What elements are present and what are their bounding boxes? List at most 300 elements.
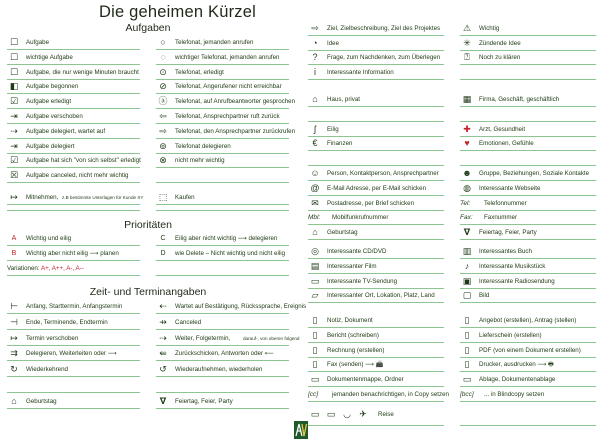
row-rule bbox=[156, 245, 289, 246]
row-rule bbox=[156, 329, 289, 330]
repeat-icon: ↻ bbox=[10, 364, 18, 375]
question-box-icon: ⍰ bbox=[464, 52, 470, 63]
symbol-entry bbox=[308, 344, 444, 357]
symbol-entry bbox=[156, 347, 289, 360]
row-rule bbox=[460, 401, 596, 402]
symbol-entry bbox=[460, 37, 596, 50]
entry-label: Geburtstag bbox=[327, 229, 358, 237]
arrow-start-icon: ⊢ bbox=[10, 301, 18, 311]
symbol-entry bbox=[7, 347, 140, 360]
entry-label: Finanzen bbox=[327, 140, 353, 148]
symbol-entry bbox=[308, 152, 444, 165]
symbol-entry bbox=[308, 66, 444, 79]
target-arrow-icon: ⇨ bbox=[311, 23, 319, 33]
table-row bbox=[7, 66, 289, 79]
symbol-entry bbox=[460, 358, 596, 371]
symbol-entry bbox=[308, 182, 444, 195]
entry-label: ... in Blindcopy setzen bbox=[484, 391, 545, 398]
symbol-entry bbox=[308, 314, 444, 327]
symbol-entry bbox=[460, 167, 596, 180]
forward-icon: ⇢ bbox=[159, 332, 167, 343]
symbol-entry bbox=[7, 66, 140, 79]
cc-icon: [cc] bbox=[308, 391, 319, 398]
bcc-icon: [bcc] bbox=[460, 391, 474, 398]
symbol-entry bbox=[460, 22, 596, 35]
entry-label: Feiertag, Feier, Party bbox=[175, 397, 233, 405]
priority-variations: A+, A++, A-, A-- bbox=[40, 265, 84, 272]
symbol-entry bbox=[7, 140, 140, 153]
symbol-entry bbox=[460, 182, 596, 195]
table-row bbox=[7, 332, 300, 345]
square-cross-icon: ☒ bbox=[9, 170, 19, 181]
entry-label: Wichtig bbox=[479, 25, 500, 32]
symbol-entry bbox=[156, 363, 289, 376]
entry-label: Dokumentenmappe, Ordner bbox=[327, 376, 404, 384]
fax-icon: ▯ bbox=[312, 359, 318, 370]
symbol-entry bbox=[460, 226, 596, 239]
table-row bbox=[7, 80, 289, 93]
section-heading-zeit: Zeit- und Terminangaben bbox=[89, 286, 207, 298]
arrow-shift-icon: ↦ bbox=[10, 332, 18, 343]
priority-letter: A bbox=[11, 235, 17, 242]
row-rule bbox=[308, 425, 444, 426]
entry-label: Fax (senden) ⟶ 📠 bbox=[327, 361, 384, 369]
at-icon: @ bbox=[310, 182, 320, 193]
entry-label: Lieferschein (erstellen) bbox=[479, 331, 542, 339]
entry-label: Aufgabe delegiert bbox=[26, 142, 75, 150]
entry-label: wie Delete – Nicht wichtig und nicht eilig bbox=[175, 250, 286, 257]
urgent-icon: ʃ bbox=[314, 123, 316, 134]
circle-arrow-check-icon: ⊚ bbox=[159, 140, 167, 151]
row-rule bbox=[460, 239, 596, 240]
symbol-entry bbox=[7, 316, 140, 329]
entry-label: Interessantes Buch bbox=[479, 248, 532, 255]
entry-label: Person, Kontaktperson, Ansprechpartner bbox=[327, 170, 439, 177]
entry-label: Rechnung (erstellen) bbox=[327, 346, 385, 354]
entry-label: Noch zu klären bbox=[479, 54, 521, 62]
entry-label: Wichtig und eilig bbox=[26, 235, 72, 242]
row-rule bbox=[460, 302, 596, 303]
table-row bbox=[308, 66, 596, 79]
entry-label: Telefonat, jemanden anrufen bbox=[175, 39, 254, 46]
symbol-entry bbox=[460, 197, 596, 210]
table-row bbox=[7, 395, 289, 408]
symbol-entry bbox=[7, 247, 140, 260]
table-row bbox=[7, 232, 289, 245]
table-row bbox=[7, 363, 289, 376]
entry-label: Ablage, Dokumentenablage bbox=[479, 376, 556, 384]
symbol-entry bbox=[460, 93, 596, 106]
resume-icon: ↺ bbox=[159, 364, 167, 375]
symbol-entry bbox=[7, 262, 140, 275]
info-icon: ⅰ bbox=[313, 66, 317, 77]
symbol-entry bbox=[156, 140, 289, 153]
heart-icon: ♥ bbox=[464, 138, 470, 149]
pdf-icon: ▯ bbox=[464, 344, 470, 355]
image-icon: ▢ bbox=[462, 290, 472, 301]
symbol-entry bbox=[156, 191, 289, 204]
symbol-entry bbox=[7, 36, 140, 49]
symbol-entry bbox=[308, 167, 444, 180]
section-heading-prioritaeten: Prioritäten bbox=[124, 219, 172, 231]
row-rule bbox=[156, 313, 289, 314]
table-row bbox=[308, 388, 596, 401]
square-question-icon: ☐ bbox=[9, 66, 19, 77]
symbol-entry bbox=[7, 332, 140, 345]
entry-label: Arzt, Gesundheit bbox=[479, 125, 526, 133]
symbol-entry bbox=[7, 125, 140, 138]
entry-label: Wiederkehrend bbox=[26, 366, 68, 374]
symbol-entry bbox=[7, 232, 140, 245]
row-rule bbox=[156, 260, 289, 261]
entry-label: E-Mail Adresse, per E-Mail schicken bbox=[327, 184, 427, 192]
entry-label: Gruppe, Beziehungen, Soziale Kontakte bbox=[479, 170, 590, 177]
table-row bbox=[308, 245, 596, 258]
square-exclamation-icon: ☐ bbox=[9, 51, 19, 62]
symbol-entry bbox=[7, 379, 140, 392]
table-row bbox=[308, 137, 596, 150]
section-heading-aufgaben: Aufgaben bbox=[125, 22, 171, 34]
entry-label: jemanden benachrichtigen, in Copy setzen bbox=[332, 391, 449, 398]
circle-cross-icon: ⊗ bbox=[159, 155, 167, 166]
entry-label: Interessante CD/DVD bbox=[327, 248, 387, 255]
row-rule bbox=[7, 210, 140, 211]
symbol-entry bbox=[308, 137, 444, 150]
row-rule bbox=[156, 210, 289, 211]
phone-label-icon: Tel: bbox=[460, 199, 471, 207]
entry-label: Haus, privat bbox=[327, 96, 361, 103]
entry-label: Aufgabe canceled, nicht mehr wichtig bbox=[26, 172, 129, 180]
symbol-entry bbox=[308, 211, 444, 224]
shopping-icon: ⬚ bbox=[158, 192, 168, 202]
entry-label: Aufgabe hat sich "von sich selbst" erledigt bbox=[26, 157, 141, 165]
table-row bbox=[308, 226, 596, 239]
entry-label: Mobilfunkrufnummer bbox=[332, 214, 389, 222]
entry-note: darauf-, von oberen folgend bbox=[243, 335, 300, 341]
row-rule bbox=[308, 302, 444, 303]
row-rule bbox=[308, 79, 444, 80]
entry-label: Aufgabe delegiert, wartet auf bbox=[26, 127, 106, 135]
entry-label: Idee bbox=[327, 39, 340, 47]
entry-label: Interessante TV-Sendung bbox=[327, 277, 398, 285]
row-rule bbox=[7, 360, 140, 361]
table-row bbox=[308, 22, 596, 35]
symbol-entry bbox=[308, 37, 444, 50]
row-rule bbox=[7, 275, 140, 276]
symbol-entry bbox=[460, 137, 596, 150]
symbol-entry bbox=[308, 93, 444, 106]
table-row bbox=[7, 379, 289, 392]
square-delegate-icon: ⇢ bbox=[10, 125, 18, 136]
symbol-entry bbox=[156, 247, 289, 260]
table-row bbox=[308, 182, 596, 195]
row-rule bbox=[156, 275, 289, 276]
symbol-entry bbox=[7, 395, 140, 408]
table-row bbox=[308, 408, 596, 421]
symbol-entry bbox=[460, 51, 596, 64]
symbol-entry bbox=[156, 169, 289, 182]
row-rule bbox=[7, 313, 140, 314]
row-rule bbox=[308, 239, 444, 240]
symbol-entry bbox=[7, 110, 140, 123]
table-row bbox=[7, 191, 289, 204]
symbol-entry bbox=[7, 80, 140, 93]
symbol-entry bbox=[308, 108, 444, 121]
entry-label: Wartet auf Bestätigung, Rückssprache, Ereignis bbox=[175, 303, 307, 310]
entry-label: Firma, Geschäft, geschäftlich bbox=[479, 96, 560, 103]
row-rule bbox=[460, 425, 596, 426]
canceled-icon: ⇸ bbox=[159, 316, 167, 327]
entry-label: Delegieren, Weiterleiten oder ⟶ bbox=[26, 350, 117, 358]
symbol-entry bbox=[156, 232, 289, 245]
entry-label: Aufgabe, die nur wenige Minuten braucht bbox=[26, 68, 139, 76]
symbol-entry bbox=[7, 154, 140, 167]
table-row bbox=[7, 262, 289, 275]
mobile-icon: Mbl: bbox=[308, 214, 321, 222]
page-title: Die geheimen Kürzel bbox=[99, 3, 256, 21]
symbol-entry bbox=[156, 379, 289, 392]
symbol-entry bbox=[460, 344, 596, 357]
row-rule bbox=[308, 401, 444, 402]
row-rule bbox=[460, 79, 596, 80]
symbol-entry bbox=[460, 388, 596, 401]
offer-icon: ▯ bbox=[464, 315, 470, 325]
symbol-entry bbox=[156, 332, 300, 345]
symbol-entry bbox=[156, 51, 289, 64]
arrow-wait-icon: ⇠ bbox=[159, 301, 167, 311]
euro-icon: € bbox=[312, 138, 318, 149]
circle-arrow-left-icon: ⇦ bbox=[159, 111, 167, 121]
entry-label: Telefonat, auf Anrufbeantworter gesprochen bbox=[175, 98, 296, 106]
entry-note: z.B bestimmte Unterlagen für Kunde XY bbox=[62, 195, 144, 200]
square-half-icon: ◧ bbox=[9, 81, 19, 92]
globe-icon: ◍ bbox=[463, 182, 471, 193]
symbol-entry bbox=[308, 388, 449, 401]
entry-label: Zurückschicken, Antworten oder ⟵ bbox=[175, 350, 274, 358]
table-row bbox=[308, 37, 596, 50]
glass-icon: 𝛁 bbox=[463, 227, 471, 238]
table-row bbox=[308, 167, 596, 180]
sparkle-icon: ✳ bbox=[463, 37, 471, 48]
symbol-entry bbox=[460, 152, 596, 165]
entry-label: Telefonat, erledigt bbox=[175, 68, 224, 76]
cd-icon: ◎ bbox=[311, 246, 319, 256]
table-row bbox=[308, 51, 596, 64]
entry-label: Angebot (erstellen), Antrag (stellen) bbox=[479, 317, 577, 324]
symbol-entry bbox=[156, 262, 289, 275]
bus-icon: ▭ bbox=[326, 409, 336, 419]
table-row bbox=[308, 423, 596, 436]
cake-icon: ⌂ bbox=[11, 395, 17, 406]
entry-label: Interessante Musikstück bbox=[479, 262, 546, 270]
row-rule bbox=[156, 392, 289, 393]
symbol-entry bbox=[460, 108, 596, 121]
map-icon: ▱ bbox=[311, 290, 319, 301]
entry-label: Drucker, ausdrucken ⟶ 🖶 bbox=[479, 361, 554, 369]
entry-label: Kaufen bbox=[175, 194, 195, 201]
entry-label: Eilig aber nicht wichtig ⟶ delegieren bbox=[175, 235, 278, 242]
music-icon: ♪ bbox=[464, 260, 470, 271]
entry-label: PDF (von einem Dokument erstellen) bbox=[479, 346, 581, 354]
table-row bbox=[308, 152, 596, 165]
arrow-delegate-icon: ⇉ bbox=[10, 348, 18, 359]
entry-label: Bericht (schreiben) bbox=[327, 331, 379, 339]
square-arrow-icon: ⇥ bbox=[10, 111, 18, 121]
table-row bbox=[308, 260, 596, 273]
entry-label: wichtige Aufgabe bbox=[26, 53, 73, 61]
entry-label: Telefonat delegieren bbox=[175, 142, 231, 150]
square-arrow-self-icon: ☑ bbox=[9, 155, 19, 166]
entry-label: Aufgabe bbox=[26, 39, 50, 46]
entry-label: Bild bbox=[479, 292, 490, 300]
delivery-icon: ▯ bbox=[464, 329, 470, 340]
table-row bbox=[308, 93, 596, 106]
entry-label: wichtiger Telefonat, jemanden anrufen bbox=[175, 53, 280, 61]
table-row bbox=[7, 205, 289, 218]
symbol-entry bbox=[460, 289, 596, 302]
entry-label: Postadresse, per Brief schicken bbox=[327, 199, 415, 207]
table-row bbox=[7, 51, 289, 64]
table-row bbox=[7, 125, 296, 138]
table-row bbox=[308, 329, 596, 342]
person-icon: ☺ bbox=[310, 168, 320, 178]
entry-label: Anfang, Starttermin, Anfangstermin bbox=[26, 303, 123, 310]
square-check-icon: ☑ bbox=[9, 96, 19, 107]
symbol-entry bbox=[460, 66, 596, 79]
symbol-entry bbox=[460, 373, 596, 386]
entry-label: Interessanter Film bbox=[327, 262, 377, 270]
table-row bbox=[308, 373, 596, 386]
row-rule bbox=[7, 345, 140, 346]
entry-label: Wiederaufnehmen, wiederholen bbox=[175, 366, 263, 374]
row-rule bbox=[7, 408, 140, 409]
symbol-entry bbox=[156, 395, 289, 408]
symbol-entry bbox=[460, 211, 596, 224]
question-icon: ? bbox=[312, 52, 318, 63]
arrow-end-icon: ⊣ bbox=[10, 316, 18, 327]
table-row bbox=[7, 95, 296, 108]
symbol-entry bbox=[7, 363, 140, 376]
table-row bbox=[308, 108, 596, 121]
symbol-entry bbox=[156, 154, 289, 167]
symbol-entry bbox=[308, 373, 444, 386]
symbol-entry bbox=[308, 22, 444, 35]
invoice-icon: ▯ bbox=[312, 344, 318, 355]
symbol-entry bbox=[156, 80, 289, 93]
film-icon: ▤ bbox=[310, 260, 320, 271]
table-row bbox=[308, 314, 596, 327]
entry-label: Aufgabe verschoben bbox=[26, 113, 83, 120]
priority-letter: C bbox=[160, 235, 166, 242]
priority-letter: D bbox=[160, 250, 166, 257]
row-rule bbox=[7, 260, 140, 261]
symbol-entry bbox=[156, 95, 296, 108]
travel-label: Reise bbox=[378, 411, 394, 418]
circle-check-icon: ⊙ bbox=[159, 66, 167, 77]
symbol-entry bbox=[460, 123, 596, 136]
entry-label: Canceled bbox=[175, 318, 202, 326]
symbol-entry bbox=[460, 260, 596, 273]
entry-label: Interessanter Ort, Lokation, Platz, Land bbox=[327, 292, 435, 300]
entry-label: Telefonat, den Ansprechpartner zurückrufen bbox=[175, 127, 296, 135]
table-row bbox=[7, 36, 289, 49]
cake-icon: ⌂ bbox=[312, 227, 318, 238]
symbol-entry bbox=[460, 329, 596, 342]
note-icon: ▯ bbox=[312, 315, 318, 325]
symbol-entry bbox=[7, 169, 140, 182]
bulb-icon: ◔ bbox=[312, 37, 318, 48]
folder-icon: ▭ bbox=[310, 374, 320, 385]
table-row bbox=[308, 358, 596, 371]
table-row bbox=[308, 275, 596, 288]
square-icon: ☐ bbox=[9, 37, 19, 47]
table-row bbox=[308, 211, 596, 224]
circle-slash-icon: ⊘ bbox=[159, 81, 167, 92]
symbol-entry bbox=[156, 36, 289, 49]
priority-letter: B bbox=[11, 250, 17, 257]
symbol-entry bbox=[308, 245, 444, 258]
symbol-entry bbox=[460, 275, 596, 288]
symbol-entry bbox=[308, 226, 444, 239]
symbol-entry bbox=[308, 358, 444, 371]
entry-label: Aufgabe begonnen bbox=[26, 83, 79, 91]
book-icon: ▥ bbox=[462, 246, 472, 256]
car-icon: ▭ bbox=[310, 409, 320, 419]
circle-exclamation-icon: ◌ bbox=[160, 51, 166, 62]
fax-label-icon: Fax: bbox=[460, 214, 473, 222]
table-row bbox=[308, 197, 596, 210]
reply-icon: ⇚ bbox=[159, 348, 167, 359]
table-row bbox=[7, 169, 289, 182]
symbol-entry bbox=[7, 95, 140, 108]
symbol-entry bbox=[308, 51, 444, 64]
square-arrow-check-icon: ⇥ bbox=[10, 140, 18, 151]
glass-icon: 𝛁 bbox=[159, 395, 167, 406]
row-rule bbox=[156, 408, 289, 409]
print-icon: ▯ bbox=[464, 359, 470, 370]
table-row bbox=[308, 123, 596, 136]
symbol-entry bbox=[156, 316, 289, 329]
table-row bbox=[7, 110, 289, 123]
symbol-entry bbox=[7, 300, 140, 313]
entry-label: Zündende Idee bbox=[479, 39, 521, 47]
bring-along-icon: ↦ bbox=[10, 192, 18, 202]
row-rule bbox=[156, 360, 289, 361]
entry-label: Wichtig aber nicht eilig ⟶ planen bbox=[26, 250, 119, 257]
group-icon: ☻ bbox=[462, 168, 472, 178]
entry-label: Telefonat, Angerufener nicht erreichbar bbox=[175, 83, 282, 91]
table-row bbox=[7, 154, 289, 167]
symbol-entry bbox=[7, 191, 144, 204]
symbol-entry bbox=[156, 125, 296, 138]
exclamation-triangle-icon: ⚠ bbox=[462, 23, 472, 33]
entry-label: Ende, Terminende, Endtermin bbox=[26, 318, 108, 326]
plane-icon: ✈ bbox=[359, 409, 367, 419]
row-rule bbox=[7, 376, 140, 377]
symbol-entry bbox=[308, 289, 444, 302]
entry-label: Feiertag, Feier, Party bbox=[479, 229, 537, 237]
symbol-entry bbox=[460, 245, 596, 258]
table-row bbox=[7, 140, 289, 153]
circle-ab-icon: ⓐ bbox=[158, 96, 168, 107]
ship-icon: ◡ bbox=[343, 409, 351, 419]
table-row bbox=[7, 247, 289, 260]
table-row bbox=[7, 316, 289, 329]
entry-label: Aufgabe erledigt bbox=[26, 98, 72, 106]
cross-health-icon: ✚ bbox=[463, 123, 471, 134]
symbol-entry bbox=[308, 329, 444, 342]
symbol-entry bbox=[156, 110, 289, 123]
